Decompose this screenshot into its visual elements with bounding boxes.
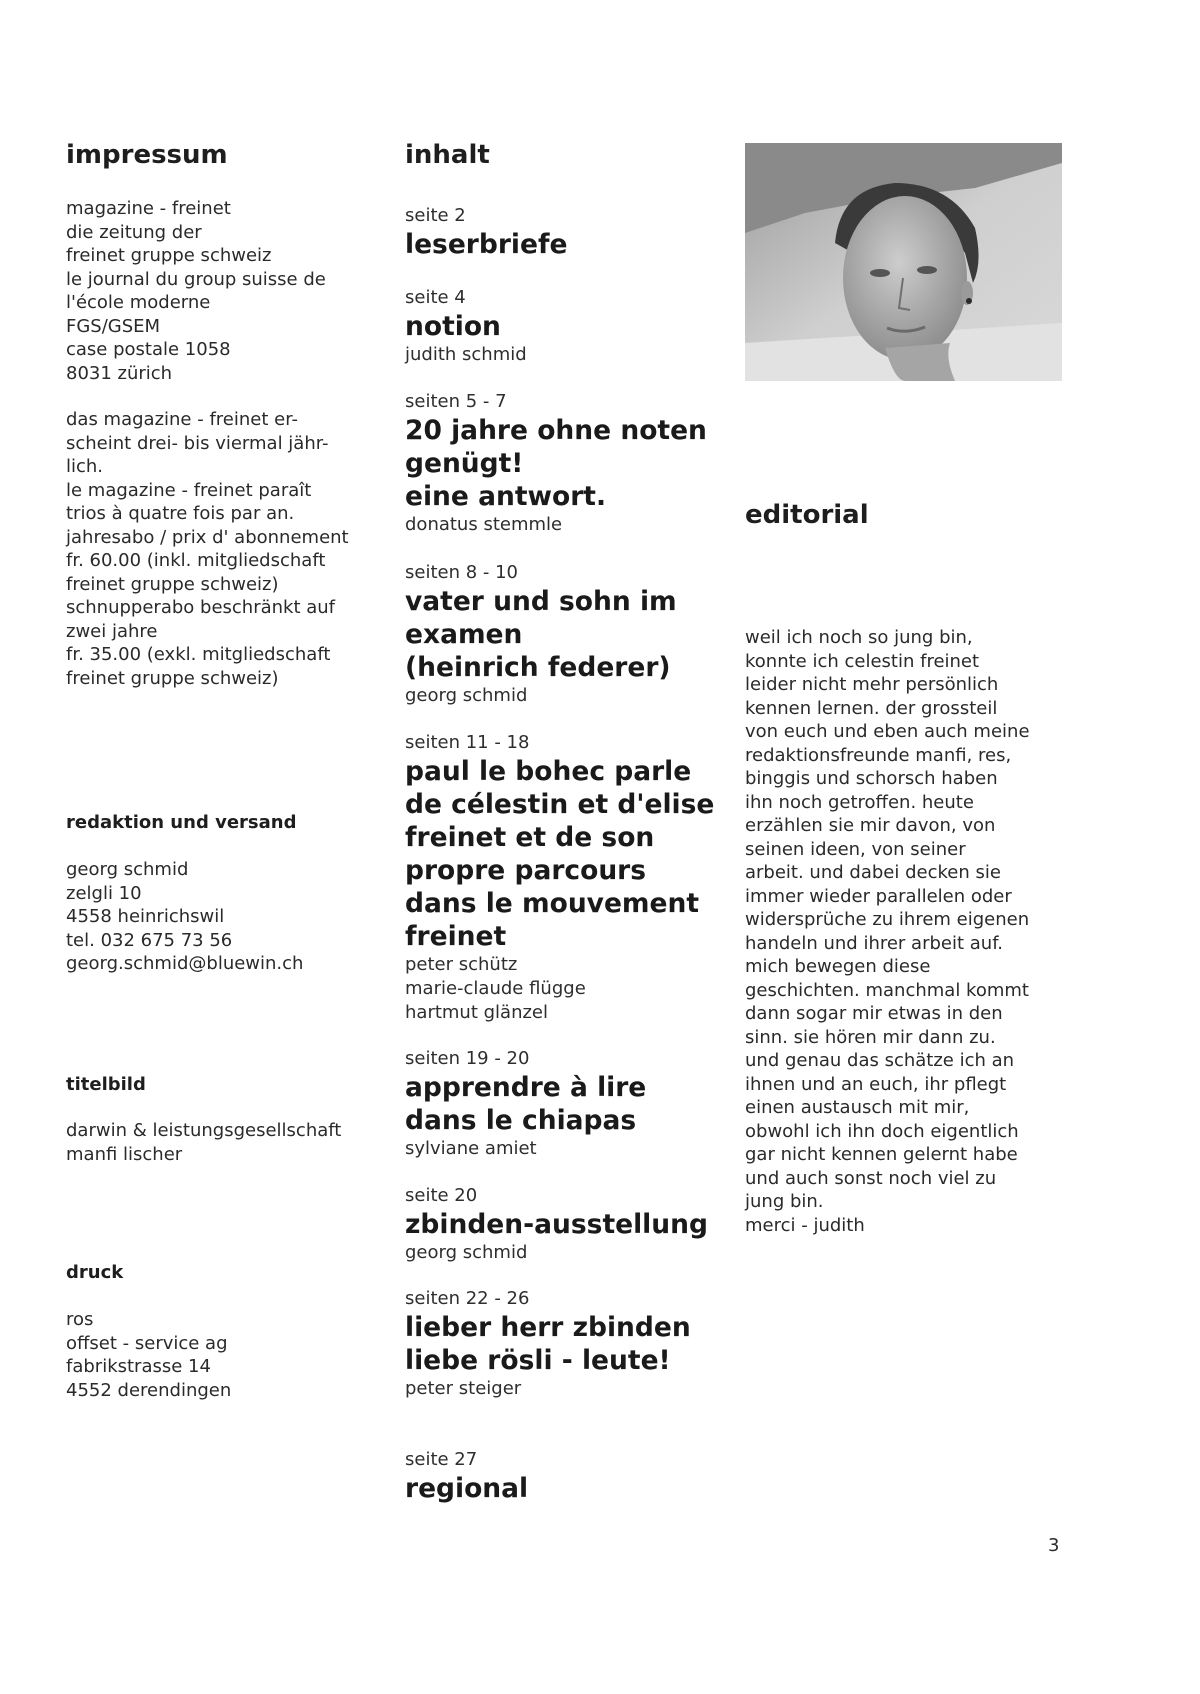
toc-pages: seiten 11 - 18 [405,732,530,753]
impressum-subscription: das magazine - freinet er- scheint drei- bis viermal jähr- lich. le magazine - freinet paraît trios à quatre fois par an. jahresabo / prix d' abonnement fr. 60.00 (inkl. mitgliedschaft freinet gruppe schweiz) schnupperabo beschränkt auf zwei jahre fr. 35.00 (exkl. mitgliedschaft freinet gruppe schweiz) [66,409,349,689]
impressum-address: magazine - freinet die zeitung der freinet gruppe schweiz le journal du group suisse de l'école moderne FGS/GSEM case postale 1058 8031 zürich [66,198,326,384]
author-photo [745,143,1062,381]
toc-pages: seiten 5 - 7 [405,391,507,412]
toc-entry [405,1047,745,1161]
toc-title: notion [405,311,501,342]
toc-pages: seite 27 [405,1449,478,1470]
page-number: 3 [1048,1535,1060,1556]
toc-authors: sylviane amiet [405,1138,537,1159]
toc-authors: peter steiger [405,1378,522,1399]
toc-entry [405,561,745,708]
toc-title: lieber herr zbinden liebe rösli - leute! [405,1312,691,1376]
toc-entry [405,731,745,1025]
toc-entry [405,390,745,537]
druck-address: ros offset - service ag fabrikstrasse 14 4552 derendingen [66,1309,232,1401]
titelbild-credits: darwin & leistungsgesellschaft manfi lischer [66,1120,342,1165]
toc-entry [405,1287,745,1401]
toc-authors: georg schmid [405,685,528,706]
toc-pages: seiten 22 - 26 [405,1288,530,1309]
toc-pages: seite 4 [405,287,466,308]
portrait-image [745,143,1062,381]
impressum-heading: impressum [66,140,228,170]
redaktion-address: georg schmid zelgli 10 4558 heinrichswil tel. 032 675 73 56 georg.schmid@bluewin.ch [66,859,304,974]
redaktion-heading: redaktion und versand [66,812,297,833]
toc-title: apprendre à lire dans le chiapas [405,1072,647,1136]
toc-pages: seite 2 [405,205,466,226]
toc-authors: judith schmid [405,344,527,365]
druck-heading: druck [66,1262,124,1283]
inhalt-heading: inhalt [405,140,490,170]
toc-pages: seiten 8 - 10 [405,562,519,583]
toc-entry [405,1448,745,1505]
toc-title: vater und sohn im examen (heinrich federer) [405,586,677,683]
editorial-body: weil ich noch so jung bin, konnte ich celestin freinet leider nicht mehr persönlich kennen lernen. der grossteil von euch und eben auch meine redaktionsfreunde manfi, res, binggis und schorsch haben ihn noch getroffen. heute erzählen sie mir davon, von seinen ideen, von seiner arbeit. und dabei decken sie immer wieder parallelen oder widersprüche zu ihrem eigenen handeln und ihrer arbeit auf. mich bewegen diese geschichten. manchmal kommt dann sogar mir etwas in den sinn. sie hören mir dann zu. und genau das schätze ich an ihnen und an euch, ihr pflegt einen austausch mit mir, obwohl ich ihn doch eigentlich gar nicht kennen gelernt habe und auch sonst noch viel zu jung bin. merci - judith [745,627,1030,1236]
toc-title: leserbriefe [405,229,568,260]
toc-title: paul le bohec parle de célestin et d'elise freinet et de son propre parcours dans le mouvement freinet [405,756,715,952]
toc-entry [405,1184,745,1265]
toc-entry [405,286,745,367]
toc-title: regional [405,1473,529,1504]
toc-title: zbinden-ausstellung [405,1209,708,1240]
titelbild-heading: titelbild [66,1074,146,1095]
toc-pages: seite 20 [405,1185,478,1206]
toc-entry [405,204,745,261]
toc-title: 20 jahre ohne noten genügt! eine antwort. [405,415,707,512]
toc-pages: seiten 19 - 20 [405,1048,530,1069]
toc-authors: peter schütz marie-claude flügge hartmut glänzel [405,954,586,1023]
toc-authors: georg schmid [405,1242,528,1263]
toc-authors: donatus stemmle [405,514,563,535]
editorial-heading: editorial [745,500,869,530]
